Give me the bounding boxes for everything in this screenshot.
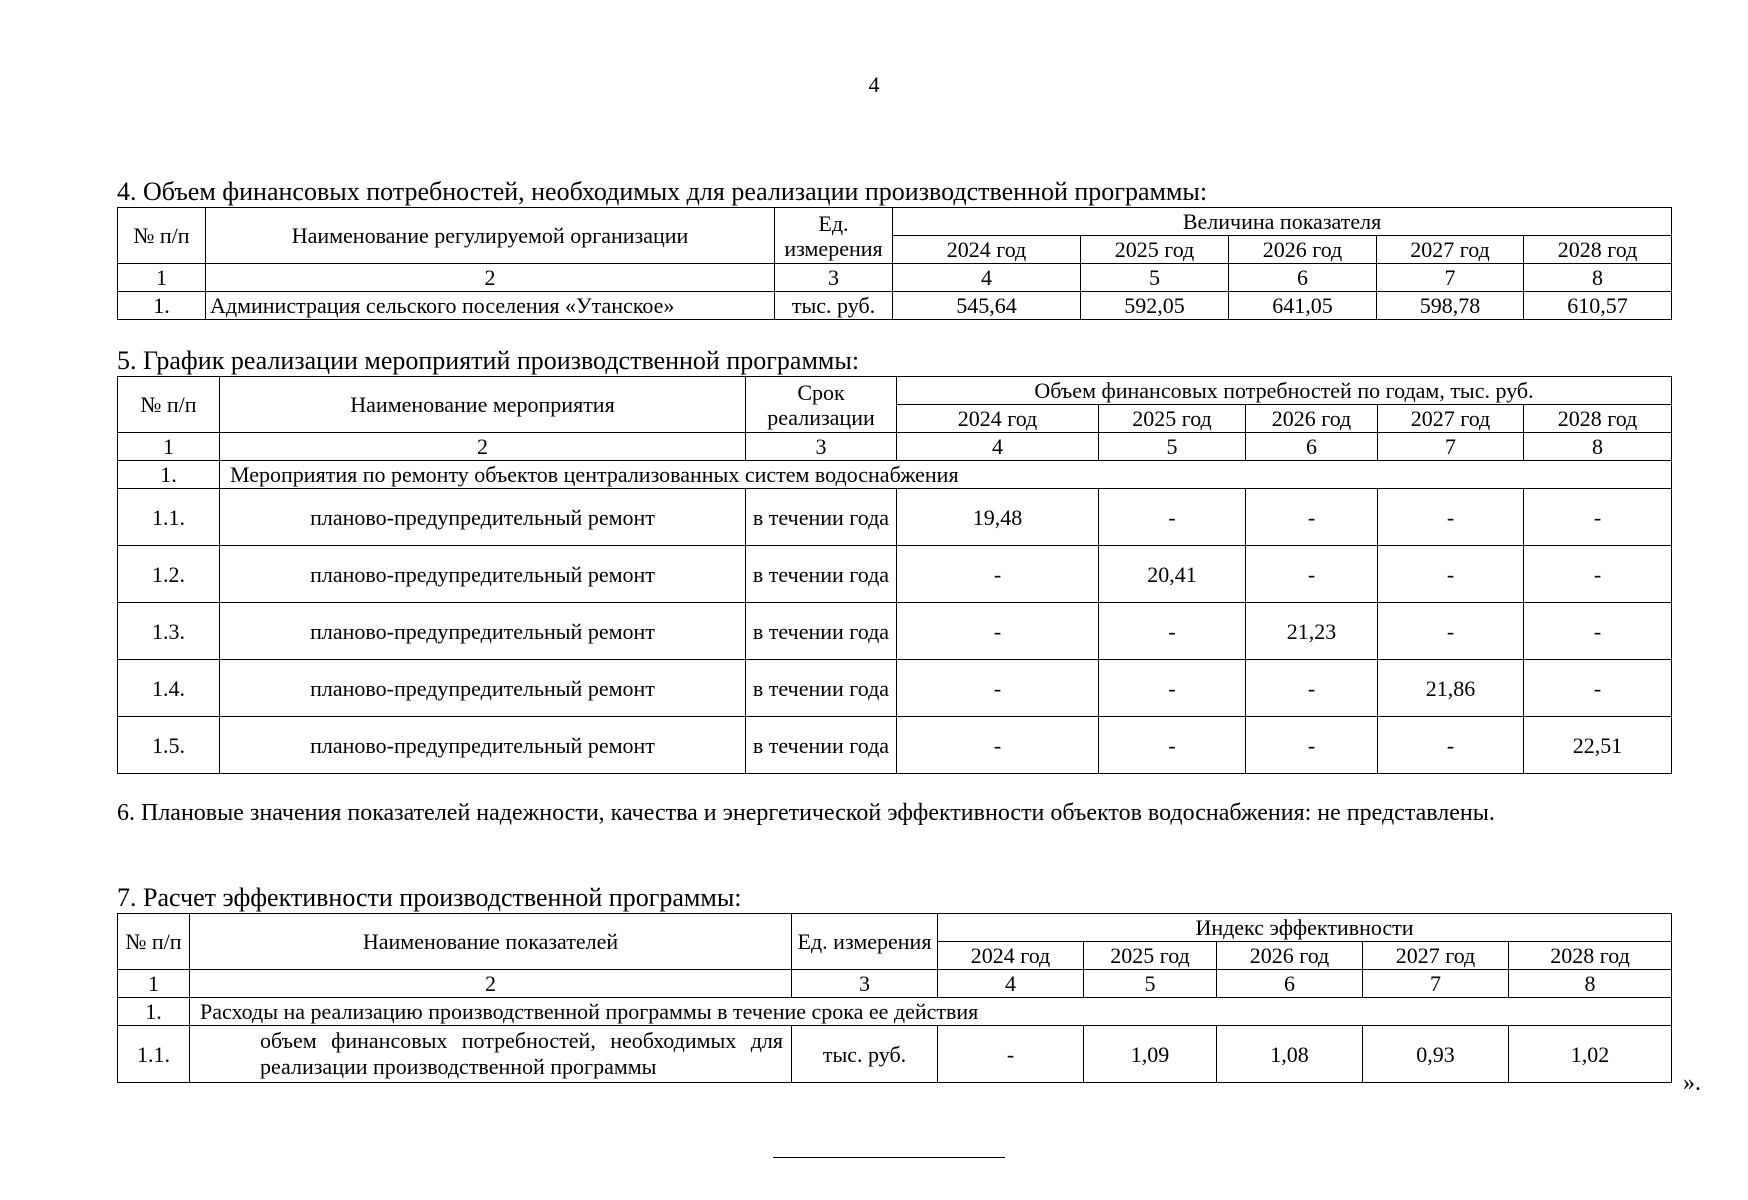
value-cell: - xyxy=(1099,717,1246,774)
value-cell: 19,48 xyxy=(897,489,1099,546)
section-4-heading: 4. Объем финансовых потребностей, необходимых для реализации производственной программы: xyxy=(117,177,1208,206)
header-unit: Ед. измерения xyxy=(792,914,938,970)
header-year: 2026 год xyxy=(1229,236,1377,264)
value-cell: - xyxy=(1246,546,1378,603)
schedule-table xyxy=(117,376,1672,774)
header-row xyxy=(118,914,1672,942)
value-cell: 545,64 xyxy=(893,292,1081,320)
value-cell: 592,05 xyxy=(1081,292,1229,320)
table-row xyxy=(118,660,1672,717)
group-row xyxy=(118,461,1672,489)
column-number: 8 xyxy=(1524,433,1672,461)
table-row xyxy=(118,546,1672,603)
column-number: 7 xyxy=(1377,264,1524,292)
column-number: 5 xyxy=(1084,970,1217,998)
column-numbers-row xyxy=(118,970,1672,998)
row-num: 1.5. xyxy=(118,717,220,774)
column-number: 7 xyxy=(1363,970,1509,998)
group-name: Расходы на реализацию производственной программы в течение срока ее действия xyxy=(190,998,1672,1026)
footer-divider xyxy=(773,1157,1005,1158)
value-cell: 598,78 xyxy=(1377,292,1524,320)
column-number: 6 xyxy=(1246,433,1378,461)
value-cell: - xyxy=(1099,489,1246,546)
efficiency-table xyxy=(117,913,1672,1083)
header-year: 2028 год xyxy=(1509,942,1672,970)
value-cell: - xyxy=(1524,546,1672,603)
section-6-text: 6. Плановые значения показателей надежности, качества и энергетической эффективности объектов водоснабжения: не представлены. xyxy=(117,800,1495,826)
column-number: 5 xyxy=(1081,264,1229,292)
event-name: планово-предупредительный ремонт xyxy=(220,546,746,603)
value-cell: - xyxy=(1246,717,1378,774)
row-unit: тыс. руб. xyxy=(775,292,893,320)
header-value: Величина показателя xyxy=(893,208,1672,236)
value-cell: - xyxy=(897,546,1099,603)
value-cell: - xyxy=(1099,603,1246,660)
header-year: 2026 год xyxy=(1217,942,1363,970)
column-number: 8 xyxy=(1509,970,1672,998)
organization-name: Администрация сельского поселения «Утанское» xyxy=(206,292,775,320)
value-cell: 1,08 xyxy=(1217,1026,1363,1083)
header-year: 2027 год xyxy=(1378,405,1524,433)
row-num: 1.1. xyxy=(118,1026,190,1083)
table-row xyxy=(118,717,1672,774)
value-cell: - xyxy=(1378,603,1524,660)
row-term: в течении года xyxy=(746,489,897,546)
page-number: 4 xyxy=(868,72,880,97)
event-name: планово-предупредительный ремонт xyxy=(220,489,746,546)
header-year: 2026 год xyxy=(1246,405,1378,433)
column-number: 1 xyxy=(118,433,220,461)
column-numbers-row xyxy=(118,264,1672,292)
column-numbers-row xyxy=(118,433,1672,461)
header-year: 2028 год xyxy=(1524,405,1672,433)
closing-quote: ». xyxy=(1683,1070,1701,1096)
event-name: планово-предупредительный ремонт xyxy=(220,717,746,774)
column-number: 6 xyxy=(1217,970,1363,998)
column-number: 2 xyxy=(220,433,746,461)
value-cell: 21,23 xyxy=(1246,603,1378,660)
header-name: Наименование показателей xyxy=(190,914,792,970)
event-name: планово-предупредительный ремонт xyxy=(220,660,746,717)
column-number: 1 xyxy=(118,970,190,998)
value-cell: - xyxy=(1099,660,1246,717)
row-term: в течении года xyxy=(746,660,897,717)
header-year: 2027 год xyxy=(1377,236,1524,264)
value-cell: 1,09 xyxy=(1084,1026,1217,1083)
header-volume: Объем финансовых потребностей по годам, тыс. руб. xyxy=(897,377,1672,405)
header-year: 2024 год xyxy=(897,405,1099,433)
column-number: 8 xyxy=(1524,264,1672,292)
value-cell: - xyxy=(897,717,1099,774)
header-year: 2024 год xyxy=(893,236,1081,264)
column-number: 4 xyxy=(893,264,1081,292)
column-number: 4 xyxy=(897,433,1099,461)
column-number: 1 xyxy=(118,264,206,292)
column-number: 2 xyxy=(190,970,792,998)
value-cell: 21,86 xyxy=(1378,660,1524,717)
value-cell: - xyxy=(897,660,1099,717)
row-unit: тыс. руб. xyxy=(792,1026,938,1083)
group-row xyxy=(118,998,1672,1026)
table-row xyxy=(118,1026,1672,1083)
row-num: 1.4. xyxy=(118,660,220,717)
column-number: 5 xyxy=(1099,433,1246,461)
header-year: 2025 год xyxy=(1099,405,1246,433)
value-cell: - xyxy=(1524,660,1672,717)
value-cell: - xyxy=(897,603,1099,660)
row-num: 1.1. xyxy=(118,489,220,546)
table-row xyxy=(118,603,1672,660)
header-unit: Ед. измерения xyxy=(775,208,893,264)
table-row xyxy=(118,489,1672,546)
column-number: 4 xyxy=(938,970,1084,998)
header-name: Наименование мероприятия xyxy=(220,377,746,433)
row-term: в течении года xyxy=(746,717,897,774)
value-cell: - xyxy=(938,1026,1084,1083)
header-year: 2025 год xyxy=(1084,942,1217,970)
financial-needs-table xyxy=(117,207,1672,320)
value-cell: 22,51 xyxy=(1524,717,1672,774)
column-number: 3 xyxy=(792,970,938,998)
header-year: 2025 год xyxy=(1081,236,1229,264)
header-term: Срок реализации xyxy=(746,377,897,433)
header-year: 2028 год xyxy=(1524,236,1672,264)
section-5-heading: 5. График реализации мероприятий производственной программы: xyxy=(117,346,860,375)
value-cell: 641,05 xyxy=(1229,292,1377,320)
value-cell: - xyxy=(1378,546,1524,603)
event-name: планово-предупредительный ремонт xyxy=(220,603,746,660)
value-cell: - xyxy=(1378,489,1524,546)
row-num: 1.3. xyxy=(118,603,220,660)
value-cell: 0,93 xyxy=(1363,1026,1509,1083)
row-num: 1.2. xyxy=(118,546,220,603)
value-cell: 20,41 xyxy=(1099,546,1246,603)
header-row xyxy=(118,377,1672,405)
column-number: 7 xyxy=(1378,433,1524,461)
table-row xyxy=(118,292,1672,320)
column-number: 3 xyxy=(746,433,897,461)
value-cell: 1,02 xyxy=(1509,1026,1672,1083)
value-cell: - xyxy=(1524,603,1672,660)
section-7-heading: 7. Расчет эффективности производственной программы: xyxy=(117,883,742,912)
row-num: 1. xyxy=(118,292,206,320)
row-term: в течении года xyxy=(746,603,897,660)
group-num: 1. xyxy=(118,461,220,489)
value-cell: - xyxy=(1246,489,1378,546)
column-number: 6 xyxy=(1229,264,1377,292)
header-num: № п/п xyxy=(118,914,190,970)
column-number: 3 xyxy=(775,264,893,292)
value-cell: 610,57 xyxy=(1524,292,1672,320)
section-4 xyxy=(117,177,1671,320)
header-num: № п/п xyxy=(118,377,220,433)
header-row xyxy=(118,208,1672,236)
section-6 xyxy=(117,797,1671,830)
indicator-name: объем финансовых потребностей, необходимых для реализации производственной программы xyxy=(190,1026,792,1083)
section-7 xyxy=(117,883,1671,1083)
group-num: 1. xyxy=(118,998,190,1026)
row-term: в течении года xyxy=(746,546,897,603)
section-5 xyxy=(117,346,1671,774)
value-cell: - xyxy=(1524,489,1672,546)
value-cell: - xyxy=(1378,717,1524,774)
header-num: № п/п xyxy=(118,208,206,264)
header-index: Индекс эффективности xyxy=(938,914,1672,942)
header-name: Наименование регулируемой организации xyxy=(206,208,775,264)
column-number: 2 xyxy=(206,264,775,292)
header-year: 2027 год xyxy=(1363,942,1509,970)
value-cell: - xyxy=(1246,660,1378,717)
header-year: 2024 год xyxy=(938,942,1084,970)
group-name: Мероприятия по ремонту объектов централизованных систем водоснабжения xyxy=(220,461,1672,489)
